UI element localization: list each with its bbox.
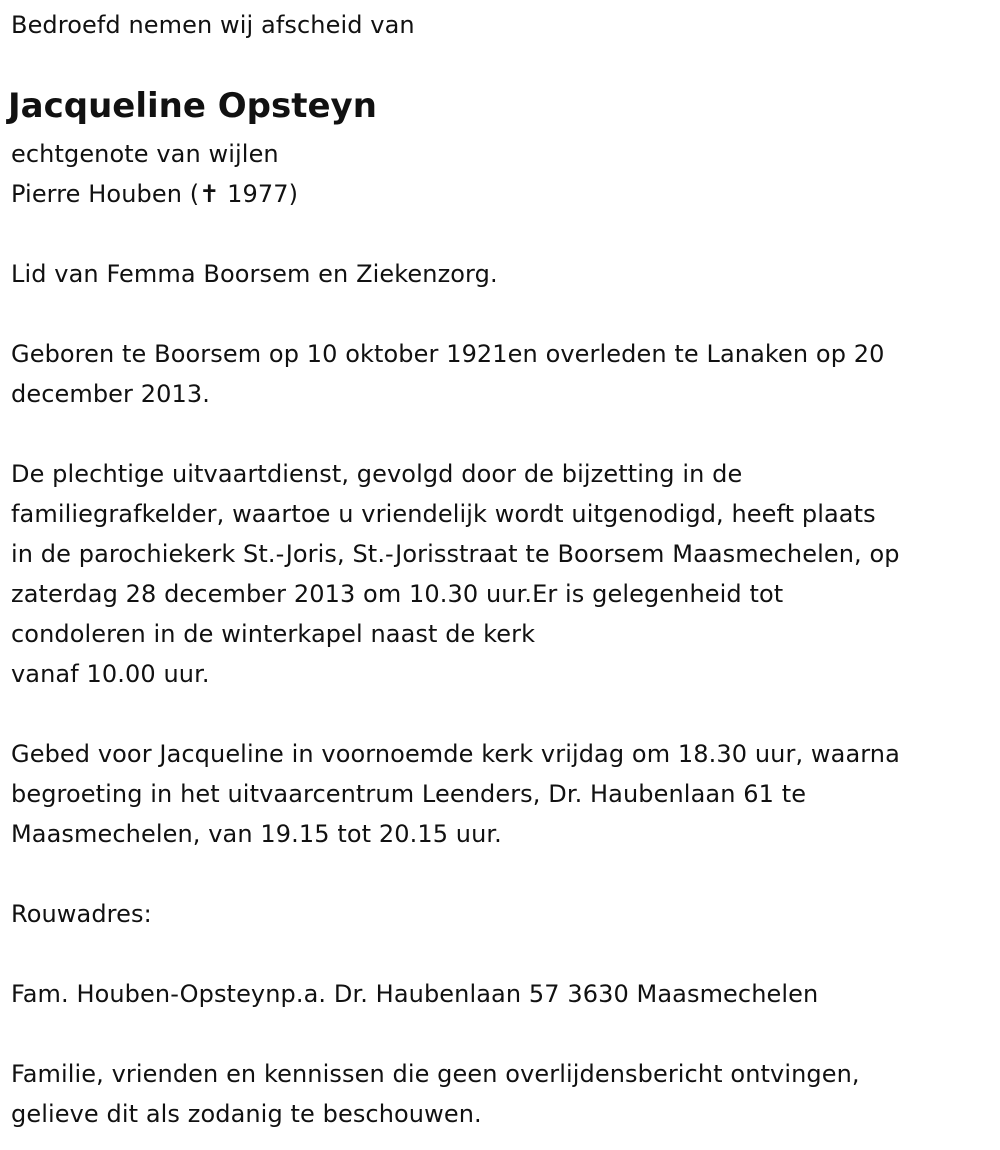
service-line-5: condoleren in de winterkapel naast de kerk [11, 620, 536, 648]
service-line-4: zaterdag 28 december 2013 om 10.30 uur.Er is gelegenheid tot [11, 580, 784, 608]
birth-line-1: Geboren te Boorsem op 10 oktober 1921en overleden te Lanaken op 20 [11, 340, 885, 368]
prayer-line-1: Gebed voor Jacqueline in voornoemde kerk vrijdag om 18.30 uur, waarna [11, 740, 900, 768]
deceased-name: Jacqueline Opsteyn [8, 86, 377, 126]
membership-text: Lid van Femma Boorsem en Ziekenzorg. [11, 260, 498, 288]
service-line-3: in de parochiekerk St.-Joris, St.-Jorisstraat te Boorsem Maasmechelen, op [11, 540, 900, 568]
service-line-1: De plechtige uitvaartdienst, gevolgd door de bijzetting in de [11, 460, 743, 488]
spouse-line-1: echtgenote van wijlen [11, 140, 279, 168]
spouse-line-2: Pierre Houben (✝ 1977) [11, 180, 299, 208]
service-line-6: vanaf 10.00 uur. [11, 660, 210, 688]
service-line-2: familiegrafkelder, waartoe u vriendelijk wordt uitgenodigd, heeft plaats [11, 500, 876, 528]
address-label: Rouwadres: [11, 900, 152, 928]
prayer-line-2: begroeting in het uitvaarcentrum Leenders, Dr. Haubenlaan 61 te [11, 780, 807, 808]
closing-line-2: gelieve dit als zodanig te beschouwen. [11, 1100, 482, 1128]
prayer-line-3: Maasmechelen, van 19.15 tot 20.15 uur. [11, 820, 502, 848]
closing-line-1: Familie, vrienden en kennissen die geen overlijdensbericht ontvingen, [11, 1060, 860, 1088]
mourning-address: Fam. Houben-Opsteynp.a. Dr. Haubenlaan 57 3630 Maasmechelen [11, 980, 819, 1008]
intro-text: Bedroefd nemen wij afscheid van [11, 11, 415, 39]
birth-line-2: december 2013. [11, 380, 210, 408]
